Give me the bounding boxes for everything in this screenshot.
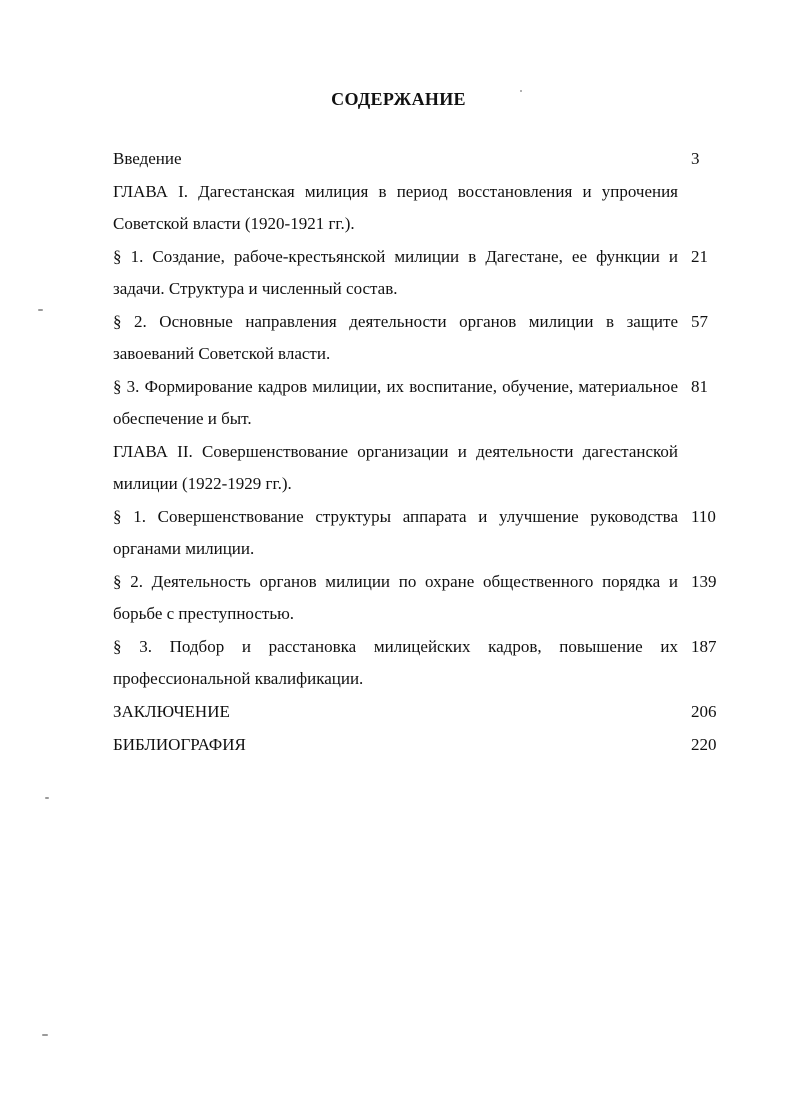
scan-speck — [42, 1034, 48, 1036]
toc-entry-page: 81 — [691, 377, 708, 396]
toc-entry-text: Введение — [113, 149, 182, 168]
toc-entry-text: ЗАКЛЮЧЕНИЕ — [113, 702, 230, 721]
toc-entry-page: 206 — [691, 702, 717, 721]
toc-entry-page: 57 — [691, 312, 708, 331]
toc-entry-chapter-2-section-1 — [113, 501, 723, 565]
toc-entry-text: ГЛАВА I. Дагестанская милиция в период восстановления и упрочения Советской власти (1920-1921 гг.). — [113, 182, 678, 233]
toc-entry-chapter-1-section-3 — [113, 371, 723, 435]
toc-entry-bibliography — [113, 729, 723, 761]
toc-entry-page: 187 — [691, 637, 717, 656]
scan-speck — [520, 90, 522, 92]
page-title: СОДЕРЖАНИЕ — [331, 89, 466, 109]
toc-entry-text: § 2. Основные направления деятельности органов милиции в защите завоеваний Советской власти. — [113, 312, 678, 363]
scan-speck — [38, 309, 43, 311]
toc-entry-page: 110 — [691, 507, 716, 526]
toc-entry-chapter-2 — [113, 436, 723, 500]
toc-entry-text: § 2. Деятельность органов милиции по охране общественного порядка и борьбе с преступностью. — [113, 572, 678, 623]
toc-entry-page: 21 — [691, 247, 708, 266]
toc-entry-text: § 3. Формирование кадров милиции, их воспитание, обучение, материальное обеспечение и быт. — [113, 377, 678, 428]
toc-entry-chapter-2-section-2 — [113, 566, 723, 630]
toc-entry-chapter-1-section-1 — [113, 241, 723, 305]
scan-speck — [45, 797, 49, 799]
toc-entry-chapter-2-section-3 — [113, 631, 723, 695]
toc-entry-page: 220 — [691, 735, 717, 754]
toc-entry-text: § 3. Подбор и расстановка милицейских кадров, повышение их профессиональной квалификации. — [113, 637, 678, 688]
toc-entry-chapter-1 — [113, 176, 723, 240]
table-of-contents — [113, 143, 723, 762]
toc-entry-chapter-1-section-2 — [113, 306, 723, 370]
toc-entry-page: 139 — [691, 572, 717, 591]
toc-entry-conclusion — [113, 696, 723, 728]
toc-entry-text: § 1. Создание, рабоче-крестьянской милиции в Дагестане, ее функции и задачи. Структура и численный состав. — [113, 247, 678, 298]
toc-entry-introduction — [113, 143, 723, 175]
toc-entry-page: 3 — [691, 149, 700, 168]
toc-entry-text: БИБЛИОГРАФИЯ — [113, 735, 246, 754]
toc-entry-text: ГЛАВА II. Совершенствование организации и деятельности дагестанской милиции (1922-1929 гг.). — [113, 442, 678, 493]
toc-entry-text: § 1. Совершенствование структуры аппарата и улучшение руководства органами милиции. — [113, 507, 678, 558]
